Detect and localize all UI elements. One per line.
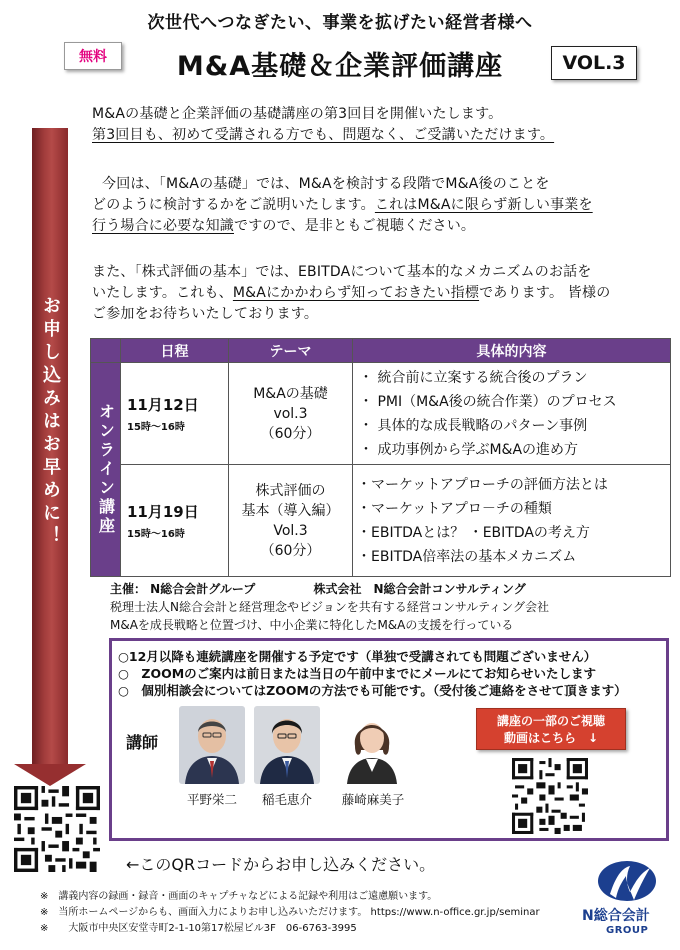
- intro-text: どのように検討するかをご説明いたします。: [92, 197, 375, 213]
- detail-item: ・EBITDAとは？ ・EBITDAの考え方: [357, 524, 590, 541]
- apply-early-text: お申し込みはお早めに！: [40, 296, 61, 549]
- intro-paragraph-1: [92, 104, 554, 146]
- intro-text: ですので、是非ともご視聴ください。: [234, 218, 476, 234]
- theme-line: （60分）: [260, 542, 321, 559]
- detail-item: ・ 成功事例から学ぶM&Aの進め方: [359, 441, 579, 458]
- organizer-name: [110, 580, 549, 598]
- detail-item: ・EBITDA倍率法の基本メカニズム: [357, 548, 577, 565]
- intro-line: [92, 195, 593, 216]
- session-date: 11月19日: [127, 503, 199, 521]
- organizer-description: 税理士法人N総合会計と経営理念やビジョンを共有する経営コンサルティング会社: [110, 600, 549, 614]
- footnote: ※ 講義内容の録画・録音・画面のキャプチャなどによる記録や利用はご遠慮願います。: [40, 891, 438, 902]
- online-course-label: [91, 363, 121, 577]
- intro-paragraph-2: [92, 174, 593, 237]
- table-cell-date: [121, 465, 229, 577]
- info-note: ○ ZOOMのご案内は前日または当日の午前中までにメールにてお知らせいたします: [118, 666, 597, 681]
- free-badge: 無料: [64, 42, 122, 70]
- detail-item: ・マーケットアプローチの評価方法とは: [357, 476, 608, 493]
- organizer-description: M&Aを成長戦略と位置づけ、中小企業に特化したM&Aの支援を行っている: [110, 618, 514, 632]
- info-note: ○ 個別相談会についてはZOOMの方法でも可能です。（受付後ご連絡をさせて頂きます）: [118, 683, 627, 698]
- intro-line: M&Aの基礎と企業評価の基礎講座の第3回目を開催いたします。: [92, 106, 503, 122]
- table-cell-details: [353, 465, 671, 577]
- session-time: 15時～16時: [127, 529, 185, 540]
- tagline: 次世代へつなぎたい、事業を拡げたい経営者様へ: [147, 13, 533, 33]
- vol-badge: VOL.3: [551, 46, 637, 80]
- company-logo-name: N総合会計: [582, 908, 650, 924]
- footnote: ※ 大阪市中央区安堂寺町2-1-10第17松屋ビル3F 06-6763-3995: [40, 923, 357, 934]
- intro-line: [92, 283, 610, 304]
- organizer-company: 株式会社 N総合会計コンサルティング: [313, 582, 526, 596]
- detail-item: ・ 統合前に立案する統合後のプラン: [359, 369, 588, 386]
- apply-qr-code[interactable]: [14, 786, 100, 872]
- organizer-group: 主催： N総合会計グループ: [110, 582, 256, 596]
- table-row: [91, 363, 671, 465]
- intro-line: [92, 216, 593, 237]
- table-header-corner: [91, 339, 121, 363]
- organizer-info: [110, 580, 549, 634]
- table-row: [91, 465, 671, 577]
- video-qr-code[interactable]: [512, 758, 588, 834]
- table-cell-theme: [229, 363, 353, 465]
- lecturer-photo-3: [339, 706, 405, 784]
- theme-line: 株式評価の: [255, 482, 326, 499]
- theme-line: 基本（導入編）: [241, 502, 340, 519]
- theme-line: Vol.3: [273, 522, 308, 539]
- lecturer-name: 平野栄二: [186, 792, 237, 807]
- intro-text-underlined: M&Aにかかわらず知っておきたい指標: [232, 285, 480, 301]
- intro-line-underlined: 第3回目も、初めて受講される方でも、問題なく、ご受講いただけます。: [92, 127, 555, 143]
- intro-line: また、「株式評価の基本」では、EBITDAについて基本的なメカニズムのお話を: [92, 264, 592, 280]
- info-notes: [118, 648, 627, 699]
- intro-text-underlined: これはM&Aに限らず新しい事業を: [374, 197, 593, 213]
- company-logo-icon: [596, 858, 658, 904]
- apply-arrow-head: [14, 764, 86, 786]
- table-cell-details: [353, 363, 671, 465]
- company-logo-group: GROUP: [606, 925, 649, 936]
- table-cell-date: [121, 363, 229, 465]
- lecturer-label: 講師: [126, 733, 159, 752]
- info-note: ○12月以降も連続講座を開催する予定です（単独で受講されても問題ございません）: [118, 649, 597, 664]
- lecturer-name: 藤崎麻美子: [341, 792, 405, 807]
- intro-line: 今回は、「M&Aの基礎」では、M&Aを検討する段階でM&A後のことを: [102, 176, 550, 192]
- lecturer-name: 稲毛恵介: [261, 792, 312, 807]
- session-time: 15時～16時: [127, 422, 185, 433]
- table-cell-theme: [229, 465, 353, 577]
- video-button-line: 講座の一部のご視聴: [496, 714, 605, 728]
- lecturer-photo-2: [254, 706, 320, 784]
- lecturer-photo-1: [179, 706, 245, 784]
- theme-line: vol.3: [273, 405, 308, 422]
- intro-text: いたします。これも、: [92, 285, 233, 301]
- intro-text-underlined: 行う場合に必要な知識: [92, 218, 234, 234]
- online-course-text: オンライン講座: [96, 403, 116, 536]
- session-date: 11月12日: [127, 396, 199, 414]
- table-header-theme: テーマ: [229, 339, 353, 363]
- video-button-line: 動画はこちら ↓: [503, 731, 599, 745]
- schedule-table: [90, 338, 671, 577]
- table-header-row: [91, 339, 671, 363]
- intro-paragraph-3: [92, 262, 610, 325]
- page-title: M&A基礎＆企業評価講座: [176, 51, 504, 82]
- theme-line: （60分）: [260, 425, 321, 442]
- detail-item: ・マーケットアプロ－チの種類: [357, 500, 552, 517]
- qr-caption: ←このQRコードからお申し込みください。: [126, 855, 436, 874]
- theme-line: M&Aの基礎: [253, 385, 328, 402]
- detail-item: ・ PMI（M&A後の統合作業）のプロセス: [359, 393, 617, 410]
- table-header-details: 具体的内容: [353, 339, 671, 363]
- detail-item: ・ 具体的な成長戦略のパターン事例: [359, 417, 588, 434]
- intro-text: であります。 皆様の: [479, 285, 611, 301]
- video-link-button[interactable]: [476, 708, 626, 750]
- intro-line: ご参加をお待ちいたしております。: [92, 306, 319, 322]
- table-header-date: 日程: [121, 339, 229, 363]
- footnote: ※ 当所ホームページからも、画面入力によりお申し込みいただけます。 https://www.n-office.gr.jp/seminar: [40, 907, 540, 918]
